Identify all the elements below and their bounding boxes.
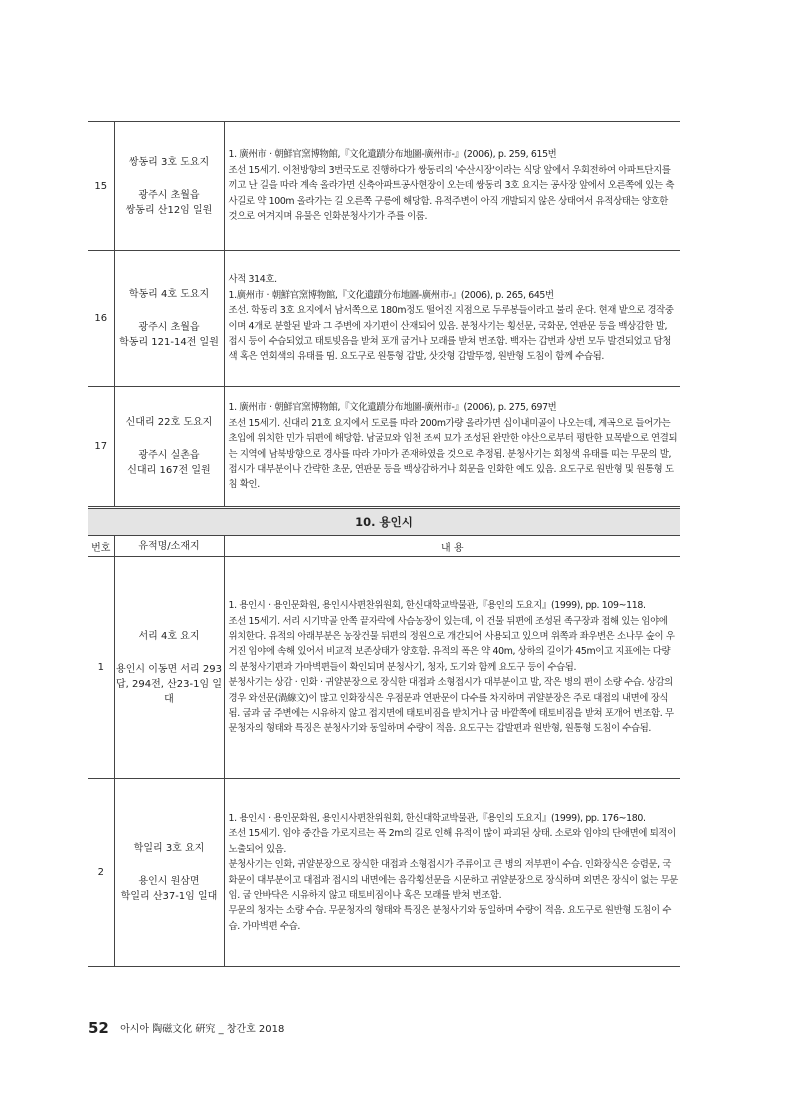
section-row	[88, 508, 680, 536]
site-cell	[114, 557, 224, 779]
site-cell	[114, 779, 224, 967]
row-number: 1	[88, 557, 114, 779]
description-text: 조선 15세기. 신대리 21호 요지에서 도로를 따라 200m가량 올라가면 십이내미골이 나오는데, 계곡으로 들어가는 초입에 위치한 민가 뒤편에 해당함. 남굴묘와 임천 조씨 묘가 조성된 완만한 야산으로부터 평탄한 묘목밭으로 연결되는 지역에 남북방향으로 경사를 따라 가마가 존재하였을 것으로 추정됨. 분청사기는 회청색 유태를 띠는 무문의 발, 접시가 대부분이나 간략한 초문, 연판문 등을 백상감하거나 회문을 인화한 예도 있음. 요도구로 원반형 및 원통형 도침 확인.	[228, 417, 678, 491]
table-row	[88, 387, 680, 508]
content-cell	[224, 779, 680, 967]
description-text: 조선 15세기. 서리 시기막골 안쪽 끝자락에 사슴농장이 있는데, 이 건물 뒤편에 조성된 족구장과 접해 있는 임야에 위치한다. 유적의 아래부분은 농장건물 뒤편의 정원으로 개간되어 사용되고 있으며 위쪽과 좌우변은 소나무 숲이 우거진 임야에 속해 있어서 비교적 보존상태가 양호함. 유적의 폭은 약 40m, 상하의 길이가 45m이고 지표에는 다량의 분청사기편과 가마벽편들이 확인되며 분청사기, 청자, 도기와 함께 요도구 등이 수습됨.	[228, 615, 675, 673]
description-text: 분청사기는 상감 · 인화 · 귀얄분장으로 장식한 대접과 소형접시가 대부분이고 발, 작은 병의 편이 소량 수습. 상감의 경우 와선문(渦線文)이 많고 인화장식은 우점문과 연판문이 다수를 차지하며 귀얄분장은 주로 대접의 내면에 장식됨. 굽과 굽 주변에는 시유하지 않고 접지면에 태토비짐을 받치거나 굽 바깥쪽에 태토비짐을 받쳐 포개어 번조함. 무문청자의 형태와 특징은 분청사기와 동일하며 수량이 적음. 요도구는 갑발편과 원반형, 원통형 도침이 수습됨.	[228, 677, 674, 735]
content-cell	[224, 387, 680, 508]
site-location-detail: 신대리 167전 일원	[127, 465, 211, 476]
site-location-detail: 쌍동리 산12임 일원	[125, 204, 213, 216]
content-cell	[224, 122, 680, 251]
journal-title: 아시아 陶磁文化 硏究 _ 창간호 2018	[120, 1024, 285, 1035]
table-row	[88, 779, 680, 967]
description-text: 조선 15세기. 임야 중간을 가로지르는 폭 2m의 길로 인해 유적이 많이 파괴된 상태. 소로와 임야의 단애면에 퇴적이 노출되어 있음.	[228, 828, 676, 855]
site-location: 용인시 원삼면	[138, 876, 200, 887]
description-text: 무문의 청자는 소량 수습. 무문청자의 형태와 특징은 분청사기와 동일하며 수량이 적음. 요도구로 원반형 도침이 수습. 가마벽편 수습.	[228, 905, 672, 932]
site-location: 광주시 초월읍	[138, 189, 200, 201]
content-cell	[224, 557, 680, 779]
page-number: 52	[88, 1019, 109, 1037]
reference-line: 1.廣州市 · 朝鮮官窯博物館,『文化遺蹟分布地圖-廣州市-』(2006), p. 265, 645번	[228, 289, 554, 301]
description-text: 분청사기는 인화, 귀얄분장으로 장식한 대접과 소형접시가 주류이고 큰 병의 저부편이 수습. 인화장식은 승렴문, 국화문이 대부분이고 대접과 접시의 내면에는 음각횡선문을 시문하고 귀얄분장으로 장식하며 외면은 장식이 없는 무문임. 굽 안바닥은 시유하지 않고 태토비짐이나 혹은 모래를 받쳐 번조함.	[228, 859, 678, 901]
site-cell	[114, 251, 224, 387]
table-row	[88, 122, 680, 251]
site-cell	[114, 387, 224, 508]
site-name: 서리 4호 요지	[138, 630, 200, 642]
kiln-sites-table	[88, 121, 680, 967]
site-name: 쌍동리 3호 도요지	[128, 156, 210, 168]
description-text: 조선 15세기. 이천방향의 3번국도로 진행하다가 쌍동리의 '수산시장'이라는 식당 앞에서 우회전하여 아파트단지를 끼고 난 길을 따라 계속 올라가면 신축아파트공사현장이 오는데 쌍동리 3호 요지는 공사장 앞에서 오른쪽에 있는 축사길로 약 100m 올라가는 길 오른쪽 구릉에 해당함. 유적주변이 아직 개발되지 않은 상태여서 유적상태는 양호한 것으로 여겨지며 유물은 인화분청사기가 주를 이룸.	[228, 164, 675, 223]
reference-line: 1. 廣州市 · 朝鮮官窯博物館,『文化遺蹟分布地圖-廣州市-』(2006), p. 275, 697번	[228, 402, 557, 414]
site-name: 학동리 4호 도요지	[128, 289, 210, 300]
table-row	[88, 251, 680, 387]
row-number: 16	[88, 251, 114, 387]
row-number: 2	[88, 779, 114, 967]
site-location: 용인시 이동면 서리 293답, 294전, 산23-1임 일대	[116, 663, 222, 705]
row-number: 17	[88, 387, 114, 508]
site-location: 광주시 실촌읍	[138, 450, 200, 461]
table-row	[88, 557, 680, 779]
site-cell	[114, 122, 224, 251]
reference-line: 1. 廣州市 · 朝鮮官窯博物館,『文化遺蹟分布地圖-廣州市-』(2006), p. 259, 615번	[228, 149, 557, 161]
site-location-detail: 학동리 121-14전 일원	[119, 337, 219, 348]
site-name: 학일리 3호 요지	[133, 843, 205, 854]
row-number: 15	[88, 122, 114, 251]
reference-line: 1. 용인시 · 용인문화원, 용인시사편찬위원회, 한신대학교박물관,『용인의 도요지』(1999), pp. 109~118.	[228, 600, 646, 612]
site-name: 신대리 22호 도요지	[125, 417, 213, 428]
header-site: 유적명/소재지	[114, 536, 224, 557]
header-content: 내 용	[224, 536, 680, 557]
site-location: 광주시 초월읍	[138, 322, 200, 333]
reference-line: 1. 용인시 · 용인문화원, 용인시사편찬위원회, 한신대학교박물관,『용인의 도요지』(1999), pp. 176~180.	[228, 812, 646, 824]
designation-line: 사적 314호.	[228, 274, 277, 286]
description-text: 조선. 학동리 3호 요지에서 남서쪽으로 180m정도 떨어진 지점으로 두루봉들이라고 불리 운다. 현재 밭으로 경작중이며 4개로 분할된 밭과 그 주변에 자기편이 산재되어 있음. 분청사기는 횡선문, 국화문, 연판문 등을 백상감한 발, 접시 등이 수습되었고 태토빚음을 받쳐 포개 굽거나 모래를 받쳐 번조함. 백자는 갑번과 상번 모두 발견되었고 담청색 혹은 연회색의 유태를 띰. 요도구로 원통형 갑발, 삿갓형 갑발뚜껑, 원반형 도침이 함께 수습됨.	[228, 305, 674, 363]
header-number: 번호	[88, 536, 114, 557]
site-location-detail: 학일리 산37-1임 일대	[120, 891, 218, 902]
content-cell	[224, 251, 680, 387]
section-title: 10. 용인시	[88, 508, 680, 536]
page-footer	[88, 1019, 284, 1037]
header-row	[88, 536, 680, 557]
